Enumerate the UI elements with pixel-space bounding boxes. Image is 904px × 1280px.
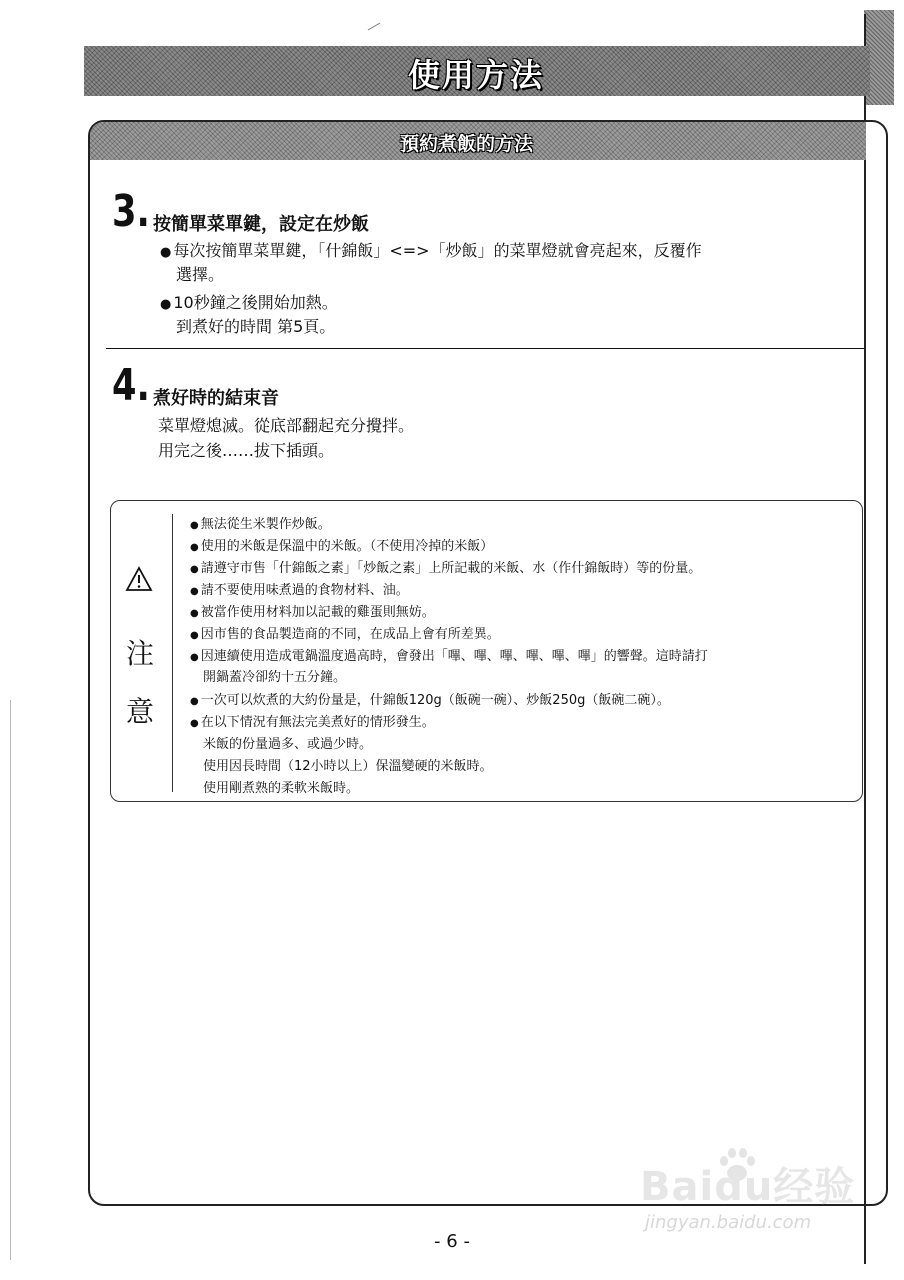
- caution-label-bottom: 意: [126, 695, 155, 728]
- step-3-number: 3.: [112, 186, 150, 237]
- caution-item: ● 因市售的食品製造商的不同，在成品上會有所差異。: [190, 623, 500, 642]
- step-4-line-2: 用完之後……拔下插頭。: [158, 441, 335, 460]
- caution-item: ● 被當作使用材料加以記載的雞蛋則無妨。: [190, 601, 435, 620]
- caution-item: ● 無法從生米製作炒飯。: [190, 513, 331, 532]
- step-3-line-2: ● 10秒鐘之後開始加熱。: [160, 290, 338, 313]
- scan-mark: [10, 700, 11, 1260]
- caution-item: ● 因連續使用造成電鍋溫度過高時，會發出「嗶、嗶、嗶、嗶、嗶、嗶」的響聲。這時請打: [190, 645, 708, 664]
- caution-separator: [172, 514, 173, 792]
- section-title: 預約煮飯的方法: [400, 133, 534, 155]
- caution-item: ● 在以下情況有無法完美煮好的情形發生。: [190, 711, 435, 730]
- step-3-title: 按簡單菜單鍵，設定在炒飯: [153, 214, 369, 235]
- caution-sub-item: 使用因長時間（12小時以上）保溫變硬的米飯時。: [203, 759, 493, 774]
- step-3-line-1: ● 每次按簡單菜單鍵，「什錦飯」<=>「炒飯」的菜單燈就會亮起來，反覆作: [160, 238, 702, 261]
- caution-label-top: 注: [126, 637, 155, 670]
- warning-icon: [125, 566, 153, 592]
- page-number: - 6 -: [434, 1231, 470, 1252]
- caution-item: ● 請遵守市售「什錦飯之素」「炒飯之素」上所記載的米飯、水（作什錦飯時）等的份量。: [190, 557, 701, 576]
- step-3-line-1-cont: 選擇。: [176, 265, 225, 284]
- step-4-title: 煮好時的結束音: [153, 388, 279, 409]
- step-4-line-1: 菜單燈熄滅。從底部翻起充分攪拌。: [158, 416, 415, 435]
- caution-sub-item: 使用剛煮熟的柔軟米飯時。: [203, 781, 360, 796]
- watermark-logo: Baidu经验: [640, 1164, 856, 1210]
- step-3-line-3: 到煮好的時間 第5頁。: [176, 317, 336, 336]
- watermark-url: jingyan.baidu.com: [645, 1212, 812, 1233]
- caution-item: ● 使用的米飯是保溫中的米飯。（不使用冷掉的米飯）: [190, 535, 493, 554]
- caution-item: ● 請不要使用味煮過的食物材料、油。: [190, 579, 409, 598]
- scan-mark: [368, 23, 381, 31]
- divider: [106, 348, 864, 349]
- caution-sub-item: 米飯的份量過多、或過少時。: [203, 737, 373, 752]
- step-4-number: 4.: [112, 360, 150, 411]
- caution-item-cont: 開鍋蓋冷卻約十五分鐘。: [203, 670, 347, 685]
- caution-item: ● 一次可以炊煮的大約份量是，什錦飯120g（飯碗一碗）、炒飯250g（飯碗二碗）。: [190, 689, 670, 708]
- page-title: 使用方法: [408, 56, 545, 94]
